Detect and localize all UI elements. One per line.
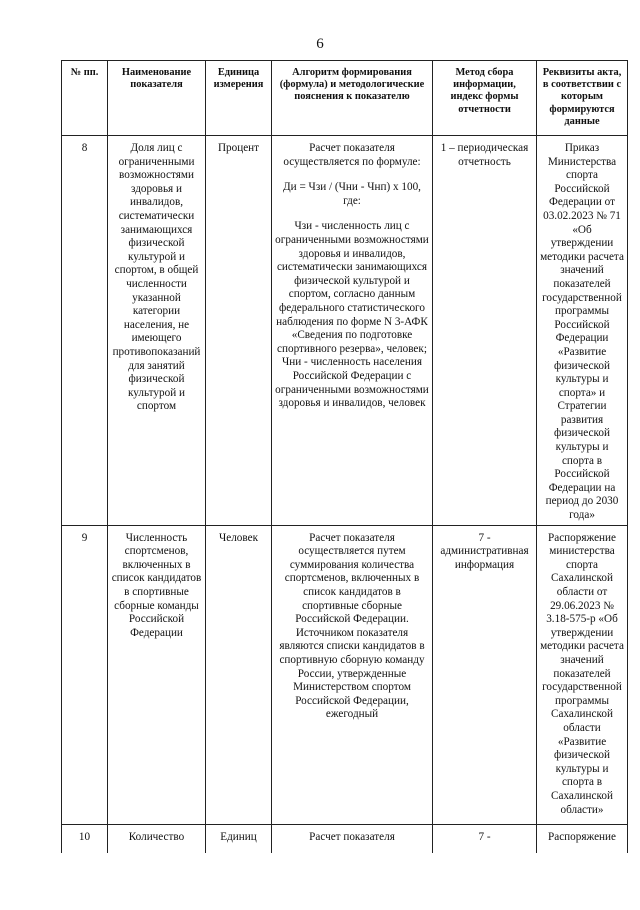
algorithm-cell: Расчет показателя осуществляется путем суммирования количества спортсменов, включенных в список кандидатов в спортивные сборные Российской Федерации. Источником показателя являются списки кандидатов в спортивную сборную команду России, утвержденные Министерством спортом Российской Федерации, ежегодный: [272, 525, 433, 824]
indicator-name: Численность спортсменов, включенных в список кандидатов в спортивные сборные команды Российской Федерации: [108, 525, 206, 824]
header-unit: Единица измерения: [206, 61, 272, 136]
method-cell: 7 -: [433, 824, 537, 853]
table-row: [62, 136, 628, 526]
row-number: 10: [62, 824, 108, 853]
act-cell: Приказ Министерства спорта Российской Федерации от 03.02.2023 № 71 «Об утверждении методики расчета значений показателей государственной программы Российской Федерации «Развитие физической культуры и спорта» и Стратегии развития физической культуры и спорта в Российской Федерации на период до 2030 года»: [537, 136, 628, 526]
header-method: Метод сбора информации, индекс формы отчетности: [433, 61, 537, 136]
algorithm-cell: Расчет показателя: [272, 824, 433, 853]
variable-definition: Чзи - численность лиц с ограниченными возможностями здоровья и инвалидов, систематически занимающихся физической культурой и спортом, согласно данным федерального статистического наблюдения по форме N 3-АФК «Сведения по подготовке спортивного резерва», человек;: [275, 220, 429, 355]
header-name: Наименование показателя: [108, 61, 206, 136]
algorithm-text: Расчет показателя осуществляется по формуле:: [283, 142, 421, 168]
formula-text: Ди = Чзи / (Чни - Чнп) х 100,: [283, 181, 421, 194]
variable-definition: Чни - численность населения Российской Федерации с ограниченными возможностями здоровья и инвалидов, человек: [275, 356, 429, 410]
header-algorithm: Алгоритм формирования (формула) и методологические пояснения к показателю: [272, 61, 433, 136]
act-cell: Распоряжение министерства спорта Сахалинской области от 29.06.2023 № 3.18-575-р «Об утверждении методики расчета значений показателей государственной программы Сахалинской области «Развитие физической культуры и спорта в Сахалинской области»: [537, 525, 628, 824]
indicator-name: Количество: [108, 824, 206, 853]
method-cell: 7 - административная информация: [433, 525, 537, 824]
where-text: где:: [343, 194, 361, 207]
indicator-name: Доля лиц с ограниченными возможностями здоровья и инвалидов, систематически занимающихся физической культурой и спортом, в общей численности указанной категории населения, не имеющего противопоказаний для занятий физической культурой и спортом: [108, 136, 206, 526]
indicators-table: [61, 60, 628, 853]
table-row: [62, 824, 628, 853]
unit-cell: Процент: [206, 136, 272, 526]
unit-cell: Единиц: [206, 824, 272, 853]
algorithm-cell: [272, 136, 433, 526]
page-number: 6: [316, 36, 324, 52]
act-cell: Распоряжение: [537, 824, 628, 853]
method-cell: 1 – периодическая отчетность: [433, 136, 537, 526]
table-row: [62, 525, 628, 824]
table-header-row: [62, 61, 628, 136]
unit-cell: Человек: [206, 525, 272, 824]
header-number: № пп.: [62, 61, 108, 136]
header-act: Реквизиты акта, в соответствии с которым формируются данные: [537, 61, 628, 136]
row-number: 9: [62, 525, 108, 824]
row-number: 8: [62, 136, 108, 526]
